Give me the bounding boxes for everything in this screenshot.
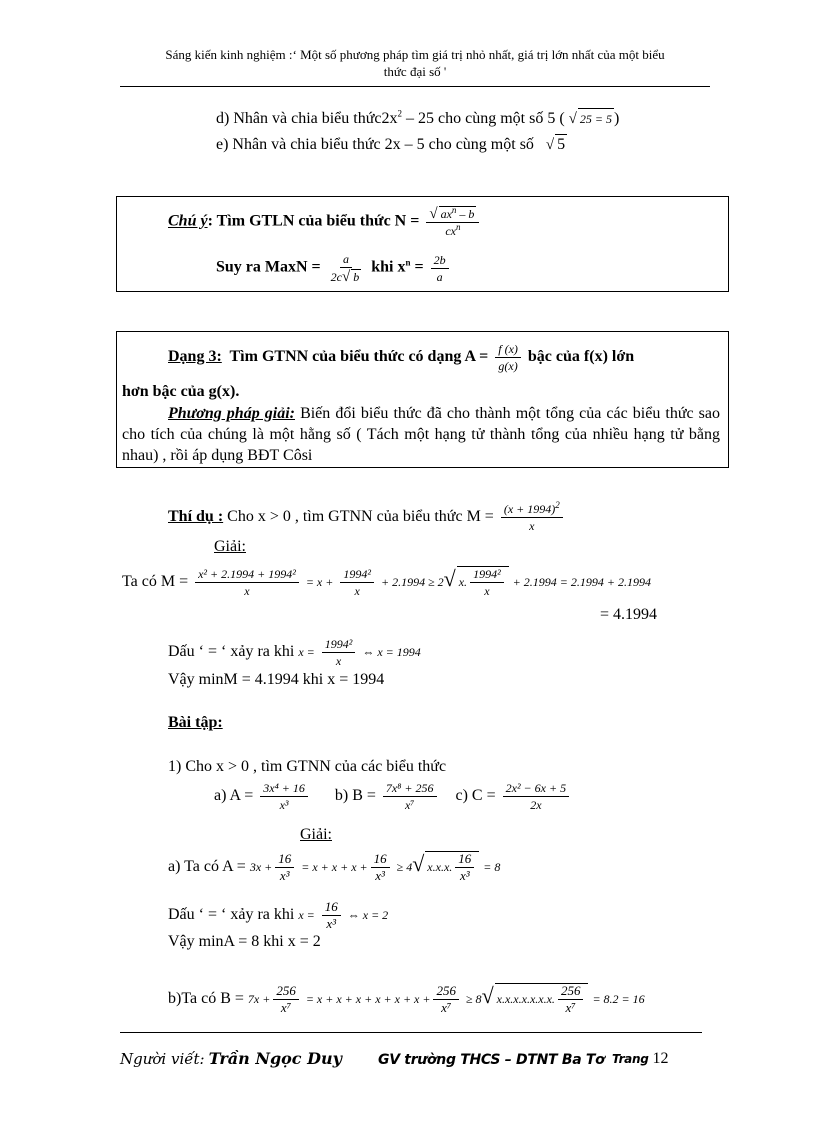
sol-b-frac-1 — [273, 984, 299, 1015]
exercise-1-items — [214, 781, 572, 812]
exercises-heading: Bài tập: — [168, 714, 223, 731]
when-fraction — [431, 253, 449, 284]
dang3-line-1 — [168, 342, 720, 373]
ex-b-label: b) B = — [334, 787, 376, 805]
footer-page-num: 12 — [652, 1050, 669, 1067]
example-equal-text: Dấu ‘ = ‘ xảy ra khi — [168, 643, 295, 661]
ex-a-num: 3x⁴ + 16 — [260, 781, 308, 797]
max-num: a — [340, 252, 352, 268]
example-solution-label: Giải: — [214, 538, 246, 555]
dang3-method — [122, 403, 720, 466]
sol-b-d3: x⁷ — [565, 1000, 576, 1015]
item-d-math: 25 = 5 — [578, 108, 614, 129]
when-den: a — [436, 269, 443, 284]
ex-c-num: 2x² − 6x + 5 — [503, 781, 569, 797]
sol-a-eq-tail: ⇔ x = 2 — [347, 908, 389, 923]
example-calc-2: = 4.1994 — [600, 606, 658, 623]
calc-frac-3-den: x — [484, 584, 490, 598]
footer-author-name: Trần Ngọc Duy — [208, 1049, 342, 1068]
when-num: 2b — [431, 253, 449, 269]
calc-frac-2 — [340, 567, 374, 598]
sol-b-4: = 8.2 = 16 — [592, 992, 645, 1007]
n-num2: – b — [456, 207, 475, 221]
example-equal — [168, 637, 421, 668]
example-text: Cho x > 0 , tìm GTNN của biểu thức M = — [223, 508, 494, 526]
example-conclusion: Vậy minM = 4.1994 khi x = 1994 — [168, 671, 385, 688]
note-text: : Tìm GTLN của biểu thức N = — [207, 212, 420, 230]
sol-a-equal-text: Dấu ‘ = ‘ xảy ra khi — [168, 906, 295, 924]
m-num: (x + 1994) — [503, 502, 556, 516]
note-line-2 — [216, 252, 452, 284]
method-label: Phương pháp giải: — [168, 405, 295, 422]
example-eq-den: x — [335, 654, 342, 668]
sol-b-label: b)Ta có B = — [168, 990, 244, 1008]
example-label: Thí dụ : — [168, 508, 224, 526]
dang3-title: Dạng 3: — [168, 348, 222, 366]
sol-a-eq-den: x³ — [326, 916, 337, 931]
header-line-2: thức đại số ' — [383, 64, 447, 79]
sol-a-frac-3 — [455, 852, 474, 883]
sol-a-label: a) Ta có A = — [168, 858, 246, 876]
fx: f (x) — [495, 342, 521, 358]
ex-c-den: 2x — [530, 798, 542, 812]
sol-a-d3: x³ — [459, 868, 470, 883]
page-header — [120, 46, 710, 80]
calc-c: + 2.1994 ≥ 2 — [380, 575, 444, 590]
sol-b-rad: x.x.x.x.x.x.x. — [496, 992, 555, 1007]
sol-a-frac-2 — [371, 852, 390, 883]
sol-b-n3: 256 — [558, 984, 584, 1000]
sol-a-3: ≥ 4 — [396, 860, 413, 875]
footer-author-prefix: Người viết: — [120, 1050, 205, 1068]
example-eq-frac — [322, 637, 356, 668]
ex-a-label: a) A = — [214, 787, 254, 805]
sol-b-frac-2 — [433, 984, 459, 1015]
footer-page — [612, 1050, 669, 1068]
sol-a-frac-1 — [275, 852, 294, 883]
sol-a-n2: 16 — [371, 852, 390, 868]
footer-page-label: Trang — [612, 1052, 649, 1066]
example-eq-x: x = — [298, 645, 315, 660]
example-eq-num: 1994² — [322, 637, 356, 653]
dang3-text1: Tìm GTNN của biểu thức có dạng A = — [229, 348, 489, 366]
dang3-text2: bậc của f(x) lớn — [527, 348, 635, 366]
gx: g(x) — [498, 359, 518, 373]
max-fraction: $\frac{a}{2c√ b}$ — [330, 252, 360, 285]
ex-c-frac — [503, 781, 569, 812]
sol-b-n1: 256 — [273, 984, 299, 1000]
header-rule — [120, 86, 710, 87]
calc-d: + 2.1994 = 2.1994 + 2.1994 — [512, 575, 651, 590]
n-num: ax — [440, 207, 452, 221]
item-d: d) Nhân và chia biểu $thức2x^2 - 25$ cho cùng một số 5 ( √ 25 = 5 ) — [216, 108, 620, 127]
sol-a-eq-num: 16 — [322, 900, 341, 916]
note-when-sup: n — [405, 257, 411, 268]
n-fraction: $\frac{√ ax^n - b}{cx^n}$ — [426, 206, 479, 238]
ex-b-num: 7x⁸ + 256 — [383, 781, 437, 797]
item-e-text: e) Nhân và chia biểu thức 2x – 5 cho cùng một số — [216, 136, 534, 153]
m-fraction: $\frac{(x + 1994)^2}{x}$ — [501, 502, 563, 533]
dang3-text3: hơn bậc của g(x). — [122, 383, 240, 400]
sol-b: b)Ta có B = 7x + $\frac{256}{\text{x⁷}}$ = x + x + x + x + x + x + $\frac{256}{\text{x⁷}}$ ≥ 8√ x.x.x.x.x.x.x. $\frac{256}{\text{x⁷}}$ = 8.2 = 16 — [168, 983, 645, 1015]
calc-a: = x + — [305, 575, 334, 590]
m-den: x — [529, 519, 535, 533]
n-den: cx — [445, 224, 456, 238]
note-label: Chú ý — [168, 212, 208, 230]
calc-frac-3 — [470, 567, 504, 598]
sol-a-rad: x.x.x. — [427, 860, 453, 875]
sol-b-2: = x + x + x + x + x + x + — [305, 992, 431, 1007]
sol-a: a) Ta có A = 3x + $\frac{16}{\text{x³}}$ = x + x + x + $\frac{16}{\text{x³}}$ ≥ 4√ x.x.x. $\frac{16}{\text{x³}}$ = 8 — [168, 851, 501, 883]
sol-b-3: ≥ 8 — [465, 992, 482, 1007]
calc-frac-1 — [195, 567, 299, 598]
item-e-math: 5 — [557, 136, 566, 153]
note-when-eq: = — [410, 258, 424, 276]
item-d-tail: – 25 cho cùng một số 5 ( — [402, 110, 565, 127]
footer-author — [120, 1049, 342, 1069]
sol-b-frac-3 — [558, 984, 584, 1015]
footer-school: GV trường THCS – DTNT Ba Tơ — [378, 1052, 605, 1068]
ex-b-frac — [383, 781, 437, 812]
ex-a-den: x³ — [279, 798, 289, 812]
calc-frac-3-num: 1994² — [470, 567, 504, 583]
note-line-1 — [168, 206, 482, 238]
sol-b-d1: x⁷ — [280, 1000, 292, 1015]
item-e: e) Nhân và chia biểu thức 2x – 5 cho cùng một số √ 5 — [216, 136, 566, 153]
example-line — [168, 502, 566, 533]
calc-rad-a: x. — [458, 575, 468, 590]
example-calc-1: Ta có M = $\frac{\text{x² + 2.1994 + 1994²}}{x}$ = x + $\frac{\text{1994²}}{x}$ + 2.1994 ≥ 2√ x. $\frac{\text{1994²}}{x}$ + 2.1994 = 2.1994 + 2.1994 — [122, 566, 651, 598]
max-den-rad: b — [353, 270, 360, 284]
header-line-1: Sáng kiến kinh nghiệm :‘ Một số phương pháp tìm giá trị nhỏ nhất, giá trị lớn nhất của một biểu — [165, 47, 665, 62]
sol-a-eq-x: x = — [298, 908, 315, 923]
calc-frac-1-den: x — [244, 584, 250, 598]
sol-a-4: = 8 — [483, 860, 501, 875]
sol-b-d2: x⁷ — [441, 1000, 452, 1015]
ex-c-label: c) C = — [455, 787, 496, 805]
max-den: 2c — [330, 270, 342, 284]
calc-frac-2-num: 1994² — [340, 567, 374, 583]
sol-a-d2: x³ — [375, 868, 385, 883]
fg-fraction — [495, 342, 521, 373]
note-result: Suy ra MaxN = — [216, 258, 321, 276]
calc-frac-1-num: x² + 2.1994 + 1994² — [195, 567, 299, 583]
footer-rule — [120, 1032, 702, 1033]
calc-frac-2-den: x — [354, 584, 360, 598]
sol-a-n1: 16 — [275, 852, 294, 868]
sol-a-2: = x + x + x + — [301, 860, 368, 875]
sol-a-equal — [168, 900, 388, 931]
sol-a-n3: 16 — [455, 852, 474, 868]
sol-a-conclusion: Vậy minA = 8 khi x = 2 — [168, 933, 321, 950]
ex-b-den: x⁷ — [404, 798, 415, 812]
sol-b-1: 7x + — [247, 992, 271, 1007]
sol-b-n2: 256 — [433, 984, 459, 1000]
ta-co: Ta có M = — [122, 573, 189, 591]
sol-a-1: 3x + — [249, 860, 273, 875]
exercises-solution-label: Giải: — [300, 826, 332, 843]
item-d-text: d) Nhân và chia biểu thức2x — [216, 110, 398, 127]
note-when: khi x — [371, 258, 406, 276]
sol-a-eq-frac — [322, 900, 341, 931]
sol-a-d1: x³ — [279, 868, 290, 883]
example-eq-tail: ⇔ x = 1994 — [362, 645, 421, 660]
exercise-1: 1) Cho x > 0 , tìm GTNN của các biểu thức — [168, 758, 447, 775]
ex-a-frac — [260, 781, 308, 812]
method-text: Biến đổi biểu thức đã cho thành một tổng của các biểu thức sao cho tích của chúng là một hằng số ( Tách một hạng tử thành tổng của nhiều hạng tử bằng nhau) , rồi áp dụng BĐT Côsi — [122, 405, 721, 464]
